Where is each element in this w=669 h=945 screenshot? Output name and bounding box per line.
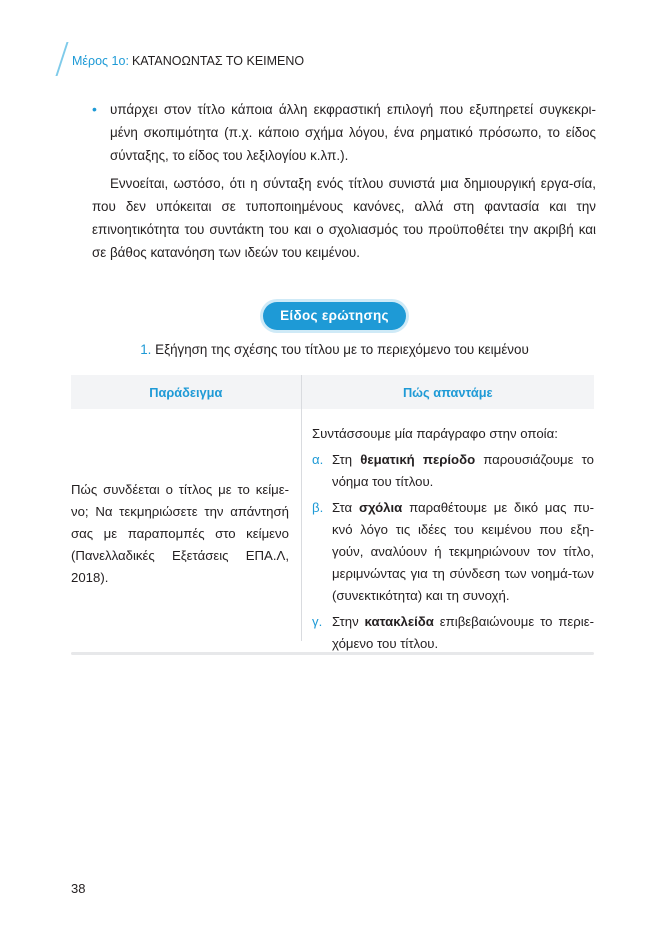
step-text [332,449,594,493]
question-text: Εξήγηση της σχέσης του τίτλου με το περιεχόμενο του κειμένου [155,342,529,357]
step-keyword: κατακλείδα [364,614,434,629]
header-part: Μέρος 1ο [72,54,126,68]
header-title: ΚΑΤΑΝΟΩΝΤΑΣ ΤΟ ΚΕΙΜΕΝΟ [131,54,305,68]
example-text: Πώς συνδέεται ο τίτλος με το κείμε-νο; Να τεκμηριώσετε την απάντησή σας με παραπομπές στο κείμενο (Πανελλαδικές Εξετάσεις ΕΠΑ.Λ, 2018). [71,482,289,585]
question-heading [0,342,669,357]
bullet-icon: • [92,101,97,117]
step-text-before: Στη [332,452,361,467]
answer-intro: Συντάσσουμε μία παράγραφο στην οποία: [312,426,558,441]
step-text-after: επιβεβαιώνουμε το περιε-χόμενο του τίτλου. [332,614,595,651]
question-type-wrap [0,302,669,330]
table-header-answer: Πώς απαντάμε [301,375,594,409]
header-separator: : [125,54,129,68]
question-number: 1. [140,342,152,357]
step-text-before: Στην [332,614,365,629]
table-header-row [71,375,594,409]
table-bottom-rule [71,652,594,655]
step-text [332,497,594,607]
step-letter: β. [312,500,324,515]
step-text-after: παρουσιάζουμε το νόημα του τίτλου. [332,452,594,489]
step-letter: α. [312,452,324,467]
step-letter: γ. [312,614,323,629]
step-keyword: σχόλια [358,500,403,515]
bullet-text: υπάρχει στον τίτλο κάποια άλλη εκφραστική επιλογή που εξυπηρετεί συγκεκρι-μένη σκοπιμότητα (π.χ. κάποιο σχήμα λόγου, ένα ρηματικό πρόσωπο, το είδος σύνταξης, το είδος του λεξιλογίου κ.λπ.). [110,102,596,163]
step-text [332,611,594,655]
running-header [58,46,304,76]
answer-step [312,449,594,493]
step-keyword: θεματική περίοδο [360,452,476,467]
column-divider [301,409,302,641]
answer-table [71,375,594,653]
step-text-before: Στα [332,500,359,515]
example-cell [71,409,301,641]
body-text [92,98,596,264]
question-type-badge: Είδος ερώτησης [263,302,406,330]
bullet-item [92,98,596,167]
body-paragraph: Εννοείται, ωστόσο, ότι η σύνταξη ενός τίτλου συνιστά μια δημιουργική εργα-σία, που δεν υπόκειται σε τυποποιημένους κανόνες, αλλά στη φαντασία και την επινοητικότητα του συντάκτη του και ο σχολιασμός του προϋποθέτει την ακριβή και σε βάθος κατανόηση των ιδεών του κειμένου. [92,176,596,260]
answer-step [312,611,594,655]
answer-step [312,497,594,607]
table-header-example: Παράδειγμα [149,384,223,400]
page-number: 38 [71,881,86,896]
step-text-after: παραθέτουμε με δικό μας πυ-κνό λόγο τις ιδέες του κειμένου που εξη-γούν, αναλύουν ή τεκμηριώνουν τον τίτλο, μεριμνώντας για τη σύνδεση των νοημά-των (συνεκτικότητα) και τη συνοχή. [332,500,594,603]
answer-cell [312,409,595,651]
table-row [71,409,595,651]
